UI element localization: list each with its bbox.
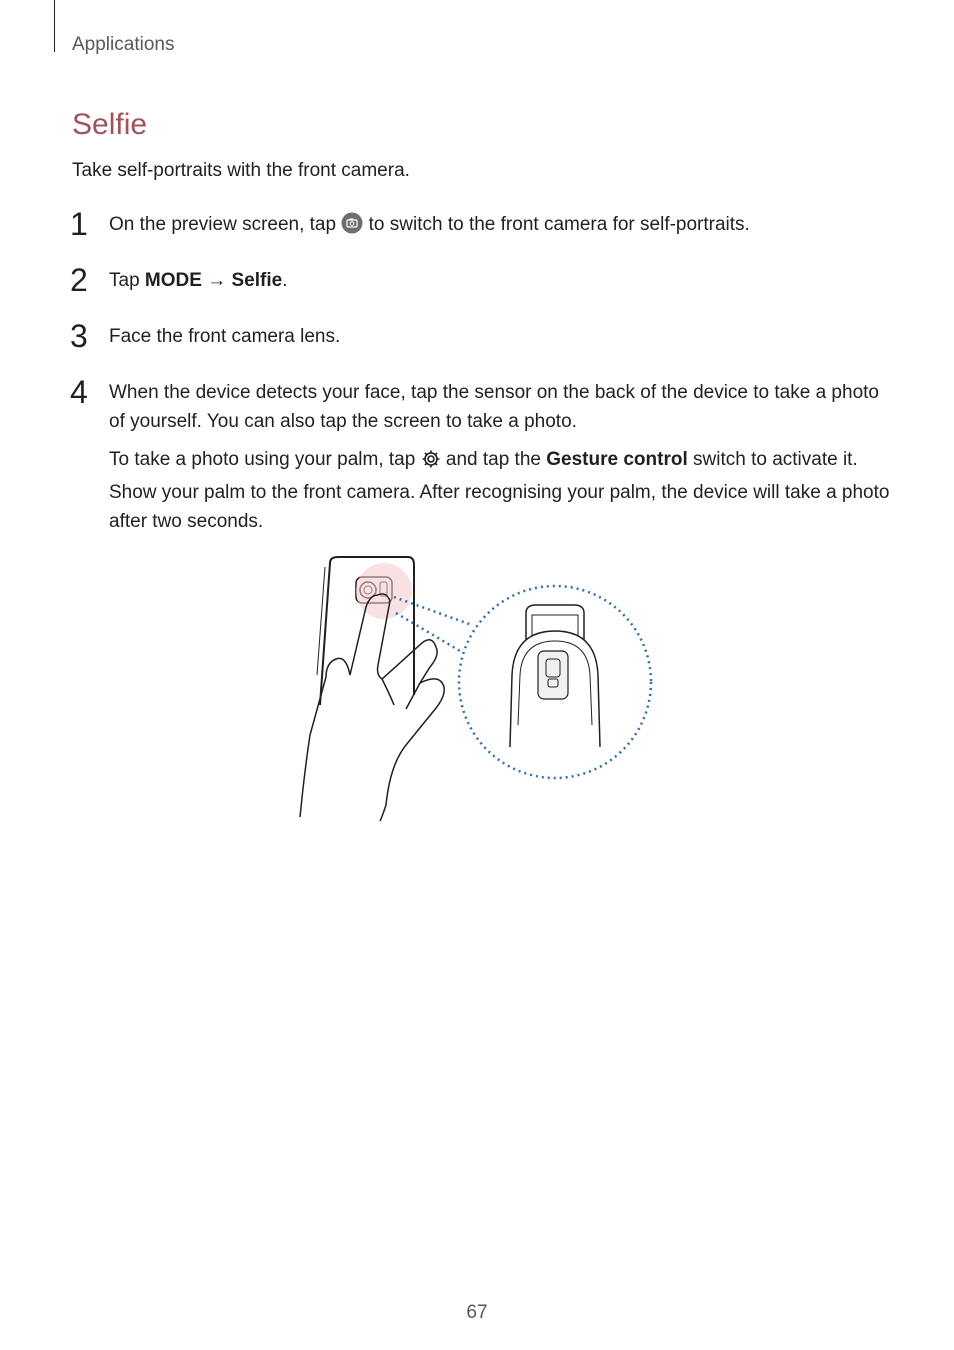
- step-1-text: [109, 210, 899, 243]
- step-1-before: On the preview screen, tap: [109, 214, 337, 235]
- gesture-control-label: Gesture control: [546, 449, 688, 470]
- step-number-3: 3: [70, 318, 88, 354]
- palm-gesture-note: [109, 445, 899, 536]
- step-2-period: .: [282, 270, 288, 291]
- step-4-text: When the device detects your face, tap the sensor on the back of the device to take a photo of yourself. You can also tap the screen to take a photo.: [109, 382, 879, 432]
- note-after: switch to activate it. Show your palm to the front camera. After recognising your palm, the device will take a photo after two seconds.: [109, 449, 890, 532]
- margin-rule: [54, 0, 55, 52]
- step-2-tap: Tap: [109, 270, 140, 291]
- step-number-4: 4: [70, 374, 88, 410]
- step-number-2: 2: [70, 262, 88, 298]
- selfie-label: Selfie: [231, 270, 283, 291]
- page-number: 67: [466, 1302, 488, 1323]
- section-header: Applications: [72, 34, 175, 55]
- step-1-after: to switch to the front camera for self-portraits.: [368, 214, 750, 235]
- step-number-1: 1: [70, 206, 88, 242]
- tap-sensor-illustration: [290, 555, 670, 825]
- page-title: Selfie: [72, 108, 148, 141]
- step-3-text: Face the front camera lens.: [109, 326, 341, 347]
- note-before: To take a photo using your palm, tap: [109, 449, 416, 470]
- step-2-text: [109, 266, 899, 295]
- switch-camera-icon: [341, 212, 363, 243]
- gear-icon: [421, 449, 441, 478]
- arrow-glyph: →: [207, 270, 227, 291]
- zoomed-sensor-detail: [459, 586, 651, 778]
- intro-text: Take self-portraits with the front camera.: [72, 160, 410, 181]
- mode-label: MODE: [144, 270, 202, 291]
- note-middle: and tap the: [445, 449, 541, 470]
